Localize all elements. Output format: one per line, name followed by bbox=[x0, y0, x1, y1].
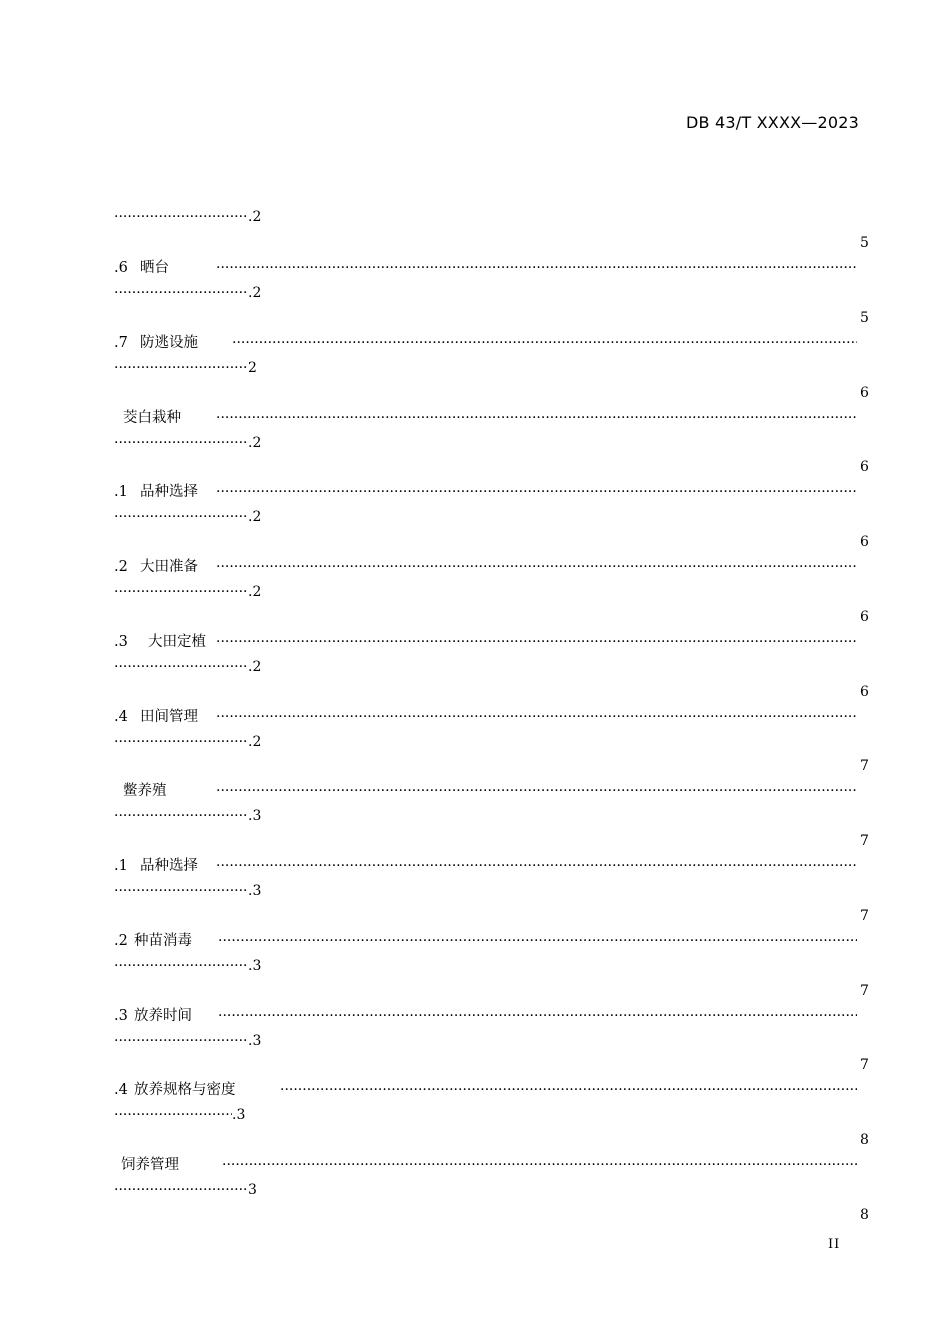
toc-leader-dots bbox=[216, 856, 857, 876]
toc-page-number: .2 bbox=[248, 209, 262, 225]
toc-entry-prefix: .2 bbox=[114, 932, 128, 949]
toc-leader-dots bbox=[114, 1031, 248, 1051]
toc-leader-dots bbox=[114, 283, 248, 303]
toc-entry-prefix: .3 bbox=[114, 1007, 128, 1024]
toc-entry-prefix: .3 bbox=[114, 633, 128, 650]
toc-leader-dots bbox=[216, 258, 857, 278]
toc-page-number: .3 bbox=[248, 1032, 262, 1049]
toc-entry-prefix: .7 bbox=[114, 334, 128, 351]
toc-page-number: .3 bbox=[248, 808, 262, 825]
toc-entry-number-digit: 6 bbox=[860, 459, 869, 476]
toc-entry-number-digit: 7 bbox=[860, 982, 869, 999]
toc-entry-title: 品种选择 bbox=[140, 484, 198, 501]
toc-entry-title: 大田准备 bbox=[140, 559, 198, 575]
toc-leader-dots bbox=[216, 408, 857, 428]
toc-entry-number-digit: 6 bbox=[860, 534, 869, 550]
toc-leader-dots bbox=[114, 507, 248, 527]
toc-page-number: 2 bbox=[248, 359, 257, 376]
toc-leader-dots bbox=[280, 1080, 857, 1100]
toc-entry-title: 晒台 bbox=[140, 260, 169, 276]
toc-leader-dots bbox=[114, 582, 248, 602]
toc-leader-dots bbox=[114, 956, 248, 976]
toc-entry-number-digit: 7 bbox=[860, 907, 869, 924]
toc-page-number: .3 bbox=[248, 883, 262, 899]
toc-entry-title: 鳖养殖 bbox=[123, 783, 167, 800]
toc-entry-prefix: .2 bbox=[114, 559, 128, 575]
toc-leader-dots bbox=[218, 931, 857, 951]
toc-leader-dots bbox=[232, 333, 857, 353]
toc-entry-number-digit: 7 bbox=[860, 758, 869, 775]
toc-leader-dots bbox=[216, 781, 857, 801]
toc-entry-number-digit: 8 bbox=[860, 1206, 869, 1223]
toc-leader-dots bbox=[114, 732, 248, 752]
toc-leader-dots bbox=[114, 806, 248, 826]
toc-leader-dots bbox=[114, 433, 248, 453]
toc-entry-prefix: .1 bbox=[114, 484, 128, 501]
toc-page-number: .2 bbox=[248, 584, 262, 600]
toc-page-number: .2 bbox=[248, 509, 262, 526]
toc-entry-title: 放养规格与密度 bbox=[134, 1082, 236, 1099]
toc-entry-title: 茭白栽种 bbox=[123, 409, 181, 426]
toc-leader-dots bbox=[218, 1006, 857, 1026]
toc-entry-number-digit: 5 bbox=[860, 309, 869, 326]
toc-page-number: 3 bbox=[248, 1182, 257, 1198]
toc-leader-dots bbox=[216, 707, 857, 727]
toc-leader-dots bbox=[216, 557, 857, 577]
toc-leader-dots bbox=[114, 207, 248, 227]
toc-leader-dots bbox=[114, 881, 248, 901]
toc-leader-dots bbox=[114, 657, 248, 677]
toc-leader-dots bbox=[216, 482, 857, 502]
toc-page-number: .2 bbox=[248, 434, 262, 451]
toc-entry-title: 防逃设施 bbox=[140, 334, 198, 351]
toc-entry-prefix: .4 bbox=[114, 708, 128, 725]
toc-entry-title: 大田定植 bbox=[148, 633, 206, 650]
toc-page-number: .2 bbox=[248, 658, 262, 675]
toc-entry-title: 田间管理 bbox=[140, 708, 198, 725]
toc-entry-number-digit: 6 bbox=[860, 608, 869, 625]
toc-leader-dots bbox=[216, 632, 857, 652]
toc-entry-number-digit: 6 bbox=[860, 683, 869, 700]
toc-entry-title: 饲养管理 bbox=[121, 1157, 179, 1173]
page-header-code: DB 43/T XXXX—2023 bbox=[686, 113, 859, 132]
toc-entry-number-digit: 8 bbox=[860, 1132, 869, 1148]
toc-entry-prefix: .1 bbox=[114, 858, 128, 874]
toc-page-number: .3 bbox=[232, 1107, 246, 1124]
toc-entry-title: 种苗消毒 bbox=[134, 932, 192, 949]
toc-entry-title: 放养时间 bbox=[134, 1007, 192, 1024]
toc-page-number: .2 bbox=[248, 733, 262, 750]
toc-page-number: .2 bbox=[248, 285, 262, 301]
toc-leader-dots bbox=[114, 1105, 232, 1125]
page-footer-number: II bbox=[828, 1237, 841, 1252]
toc-entry-number-digit: 7 bbox=[860, 833, 869, 849]
toc-entry-number-digit: 6 bbox=[860, 384, 869, 401]
toc-entry-prefix: .4 bbox=[114, 1082, 128, 1099]
toc-leader-dots bbox=[222, 1155, 857, 1175]
toc-entry-prefix: .6 bbox=[114, 260, 128, 276]
toc-leader-dots bbox=[114, 358, 248, 378]
toc-entry-number-digit: 5 bbox=[860, 235, 869, 251]
toc-leader-dots bbox=[114, 1180, 248, 1200]
toc-page-number: .3 bbox=[248, 957, 262, 974]
toc-entry-number-digit: 7 bbox=[860, 1057, 869, 1074]
toc-entry-title: 品种选择 bbox=[140, 858, 198, 874]
